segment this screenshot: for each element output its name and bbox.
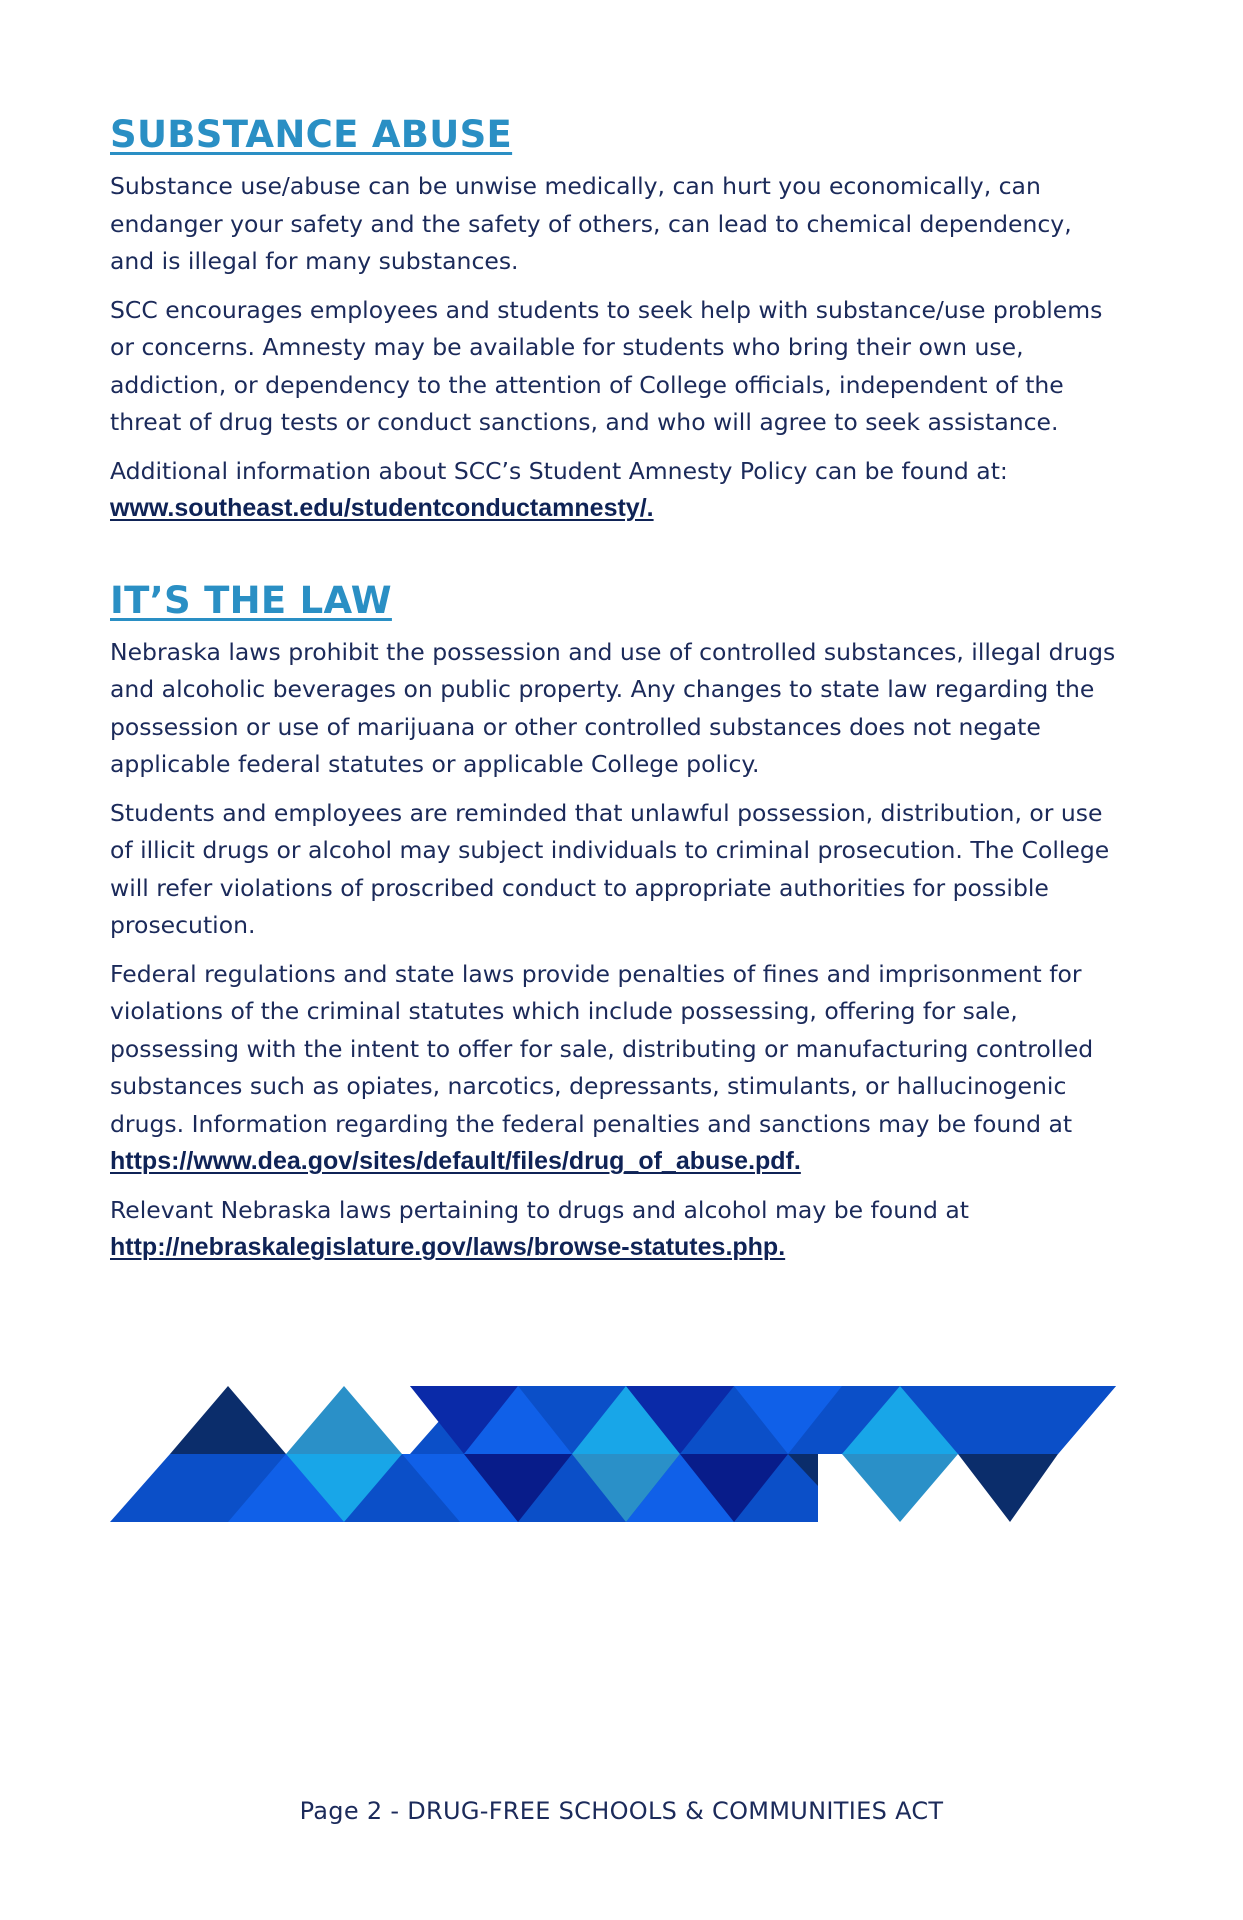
substance-abuse-paragraph-1: Substance use/abuse can be unwise medically, can hurt you economically, can endanger your safety and the safety of others, can lead to chemical dependency, and is illegal for many substances. <box>110 172 1072 275</box>
banner-triangle <box>958 1454 1116 1522</box>
substance-abuse-paragraph-3 <box>110 453 1120 528</box>
law-paragraph-4 <box>110 1192 1120 1267</box>
nebraska-laws-text: Relevant Nebraska laws pertaining to drugs and alcohol may be found at <box>110 1195 969 1224</box>
law-paragraph-1: Nebraska laws prohibit the possession and use of controlled substances, illegal drugs and alcoholic beverages on public property. Any changes to state law regarding the possession or use of marijuana or other controlled substances does not negate applicable federal statutes or applicable College policy. <box>110 637 1116 778</box>
banner-triangle <box>286 1386 402 1454</box>
its-the-law-heading: IT’S THE LAW <box>110 578 392 622</box>
substance-abuse-paragraph-2: SCC encourages employees and students to seek help with substance/use problems or concerns. Amnesty may be available for students who bring their own use, addiction, or dependency to the attention of College officials, independent of the threat of drug tests or conduct sanctions, and who will agree to seek assistance. <box>110 295 1103 436</box>
banner-triangle <box>958 1386 1116 1454</box>
substance-abuse-heading: SUBSTANCE ABUSE <box>110 113 513 156</box>
nebraska-statutes-link[interactable]: http://nebraskalegislature.gov/laws/browse-statutes.php. <box>110 1233 786 1261</box>
law-paragraph-3 <box>110 956 1120 1181</box>
federal-penalties-text: Federal regulations and state laws provide penalties of fines and imprisonment for violations of the criminal statutes which include possessing, offering for sale, possessing with the intent to offer for sale, distributing or manufacturing controlled substances such as opiates, narcotics, depressants, stimulants, or hallucinogenic drugs. Information regarding the federal penalties and sanctions may be found at <box>110 959 1094 1138</box>
banner-triangle <box>170 1386 286 1454</box>
page-footer: Page 2 - DRUG-FREE SCHOOLS & COMMUNITIES ACT <box>299 1797 944 1825</box>
dea-drugs-of-abuse-link[interactable]: https://www.dea.gov/sites/default/files/drug_of_abuse.pdf. <box>110 1147 801 1175</box>
decorative-triangle-banner <box>110 1386 1116 1522</box>
substance-abuse-section <box>110 112 1120 528</box>
banner-triangle <box>842 1454 958 1522</box>
law-paragraph-2: Students and employees are reminded that unlawful possession, distribution, or use of illicit drugs or alcohol may subject individuals to criminal prosecution. The College will refer violations of proscribed conduct to appropriate authorities for possible prosecution. <box>110 798 1110 939</box>
content-column <box>110 112 1120 1278</box>
amnesty-info-text: Additional information about SCC’s Student Amnesty Policy can be found at: <box>110 456 1008 485</box>
its-the-law-section <box>110 578 1120 1267</box>
amnesty-policy-link[interactable]: www.southeast.edu/studentconductamnesty/. <box>110 494 654 522</box>
